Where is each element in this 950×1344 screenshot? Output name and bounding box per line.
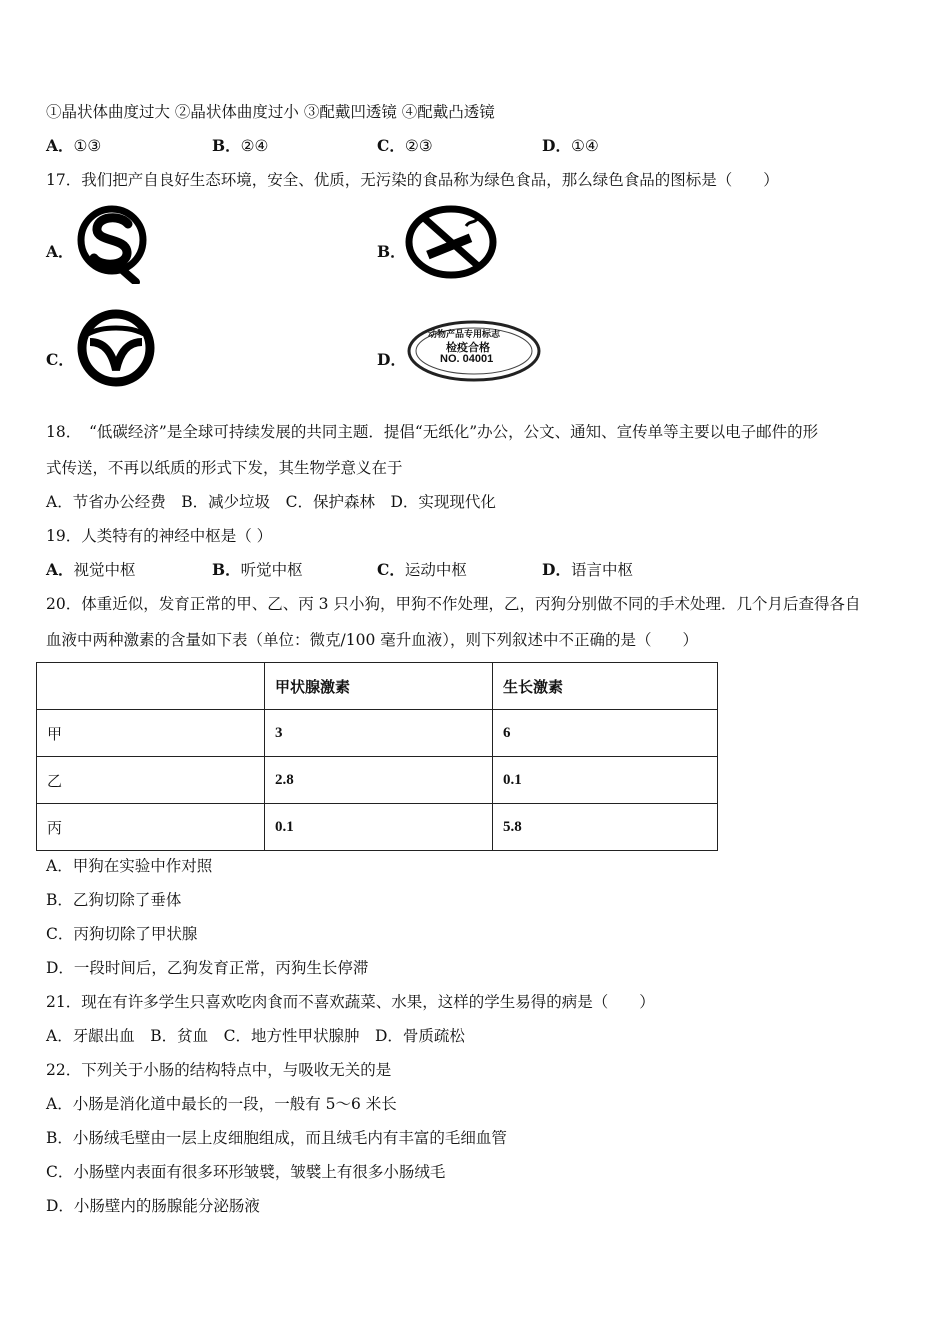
table-row: [37, 804, 718, 851]
q20-option-b[interactable]: B．乙狗切除了垂体: [46, 891, 182, 909]
green-food-icon: [76, 308, 156, 388]
q18-options[interactable]: A．节省办公经费 B．减少垃圾 C．保护森林 D．实现现代化: [46, 493, 496, 511]
q22-option-a[interactable]: A．小肠是消化道中最长的一段，一般有 5～6 米长: [46, 1095, 397, 1113]
q16-option-b[interactable]: B．②④: [212, 136, 269, 155]
q22-stem: 22．下列关于小肠的结构特点中，与吸收无关的是: [46, 1061, 392, 1079]
table-cell: 0.1: [265, 804, 493, 851]
q20-stem-line2: 血液中两种激素的含量如下表（单位：微克/100 毫升血液），则下列叙述中不正确的是（ ）: [46, 631, 698, 649]
table-header-row: [37, 663, 718, 710]
q18-stem-line2: 式传送，不再以纸质的形式下发，其生物学意义在于: [46, 459, 403, 477]
q17-stem: 17．我们把产自良好生态环境，安全、优质，无污染的食品称为绿色食品，那么绿色食品的图标是（ ）: [46, 171, 779, 189]
q19-option-d[interactable]: D．语言中枢: [542, 560, 633, 579]
q20-stem-line1: 20．体重近似，发育正常的甲、乙、丙 3 只小狗，甲狗不作处理，乙，丙狗分别做不同的手术处理．几个月后查得各自: [46, 595, 861, 613]
q19-stem: 19．人类特有的神经中枢是（ ）: [46, 527, 273, 545]
table-header-cell: 生长激素: [493, 663, 718, 710]
q16-option-d[interactable]: D．①④: [542, 136, 599, 155]
table-row: [37, 710, 718, 757]
table-cell: 0.1: [493, 757, 718, 804]
q17-option-a-label[interactable]: A．: [46, 242, 74, 261]
table-cell: 6: [493, 710, 718, 757]
table-header-cell: 甲状腺激素: [265, 663, 493, 710]
table-row: [37, 757, 718, 804]
q17-option-b-label[interactable]: B．: [377, 242, 406, 261]
q17-option-c-label[interactable]: C．: [46, 350, 74, 369]
q18-stem-line1: 18． “低碳经济”是全球可持续发展的共同主题．提倡“无纸化”办公，公文、通知、宣传单等主要以电子邮件的形: [46, 423, 819, 441]
q16-statements: ①晶状体曲度过大 ②晶状体曲度过小 ③配戴凹透镜 ④配戴凸透镜: [46, 103, 495, 121]
q21-stem: 21．现在有许多学生只喜欢吃肉食而不喜欢蔬菜、水果，这样的学生易得的病是（ ）: [46, 993, 655, 1011]
hormone-table: [36, 662, 718, 851]
table-row-label: 丙: [37, 804, 265, 851]
q22-option-d[interactable]: D．小肠壁内的肠腺能分泌肠液: [46, 1197, 260, 1215]
table-row-label: 甲: [37, 710, 265, 757]
qs-mark-icon: [76, 202, 148, 284]
table-header-cell: [37, 663, 265, 710]
table-row-label: 乙: [37, 757, 265, 804]
q16-option-a[interactable]: A．①③: [46, 136, 102, 155]
q20-option-c[interactable]: C．丙狗切除了甲状腺: [46, 925, 198, 943]
q19-option-b[interactable]: B．听觉中枢: [212, 560, 303, 579]
no-smoking-icon: [404, 204, 498, 280]
table-cell: 5.8: [493, 804, 718, 851]
q20-option-a[interactable]: A．甲狗在实验中作对照: [46, 857, 213, 875]
q19-option-c[interactable]: C．运动中枢: [377, 560, 467, 579]
quarantine-stamp-icon: 动物产品专用标志 检疫合格 NO. 04001: [406, 319, 542, 383]
q22-option-b[interactable]: B．小肠绒毛壁由一层上皮细胞组成，而且绒毛内有丰富的毛细血管: [46, 1129, 507, 1147]
q22-option-c[interactable]: C．小肠壁内表面有很多环形皱襞，皱襞上有很多小肠绒毛: [46, 1163, 446, 1181]
table-cell: 3: [265, 710, 493, 757]
q20-option-d[interactable]: D．一段时间后，乙狗发育正常，丙狗生长停滞: [46, 959, 369, 977]
q19-option-a[interactable]: A．视觉中枢: [46, 560, 136, 579]
table-cell: 2.8: [265, 757, 493, 804]
q16-option-c[interactable]: C．②③: [377, 136, 433, 155]
q21-options[interactable]: A．牙龈出血 B．贫血 C．地方性甲状腺肿 D．骨质疏松: [46, 1027, 465, 1045]
q17-option-d-label[interactable]: D．: [377, 350, 406, 369]
